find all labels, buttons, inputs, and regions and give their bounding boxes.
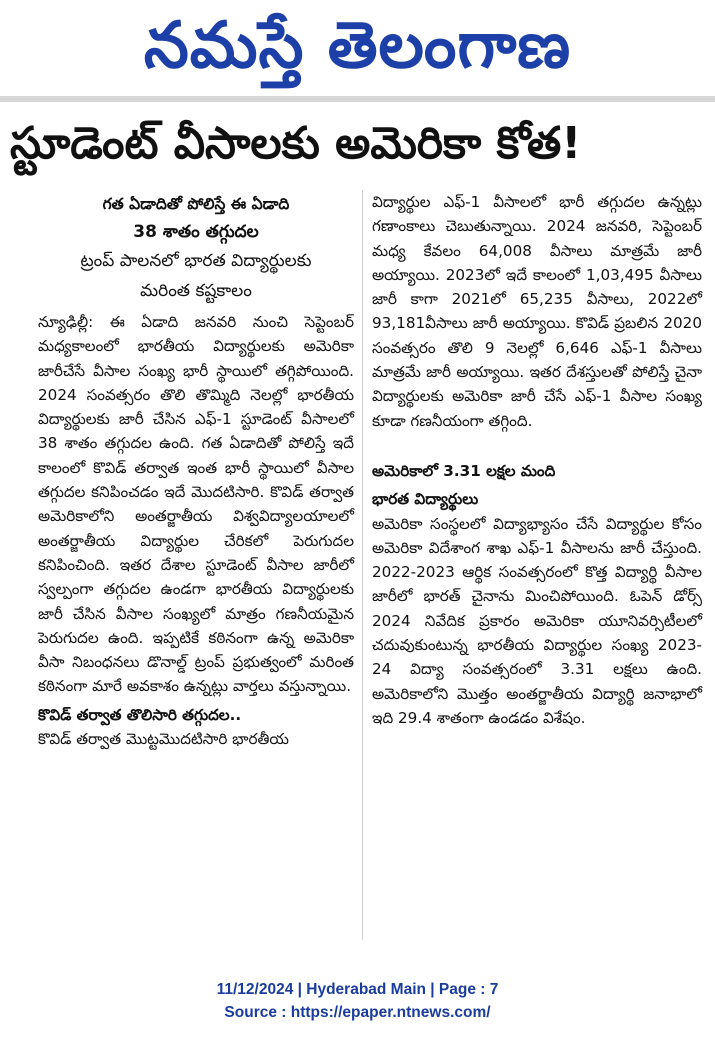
column-divider (362, 190, 363, 940)
article-paragraph: కొవిడ్ తర్వాత మొట్టమొదటిసారి భారతీయ (38, 730, 289, 749)
deck-line-2: 38 శాతం తగ్గుదల (133, 222, 259, 242)
article-paragraph: న్యూఢిల్లీ: ఈ ఏడాది జనవరి నుంచి సెప్టెంబర్ మధ్యకాలంలో భారతీయ విద్యార్థులకు అమెరికా జారీచేసే వీసాల సంఖ్య భారీ స్థాయిలో తగ్గిపోయింది. 2024 సంవత్సరం తొలి తొమ్మిది నెలల్లో భారతీయ విద్యార్థులకు జారీ చేసిన ఎఫ్-1 స్టూడెంట్ వీసాలలో 38 శాతం తగ్గుదల ఉంది. గత ఏడాదితో పోలిస్తే ఇదే కాలంలో కొవిడ్ తర్వాత ఇంత భారీ స్థాయిలో వీసాల తగ్గుదల కనిపించడం ఇదే మొదటిసారి. కొవిడ్ తర్వాత అమెరికాలోని అంతర్జాతీయ విశ్వవిద్యాలయాలలో అంతర్జాతీయ విద్యార్థుల చేరికలో పెరుగుదల కనిపించింది. ఇతర దేశాల స్టూడెంట్ వీసాల జారీలో స్వల్పంగా తగ్గుదల ఉండగా భారతీయ విద్యార్థులకు జారీ చేసిన వీసాల సంఖ్యలో మాత్రం గణనీయమైన పెరుగుదల ఉంది. ఇప్పటికే కఠినంగా ఉన్న అమెరికా వీసా నిబంధనలు డొనాల్డ్ ట్రంప్ ప్రభుత్వంలో మరింత కఠినంగా మారే అవకాశం ఉన్నట్లు వార్తలు వస్తున్నాయి. (38, 313, 354, 696)
left-column (38, 190, 354, 751)
deck (38, 190, 354, 306)
section-subhead: అమెరికాలో 3.31 లక్షల మంది (372, 461, 556, 480)
footer (0, 978, 715, 1024)
article-paragraph: అమెరికా సంస్థలలో విద్యాభ్యాసం చేసే విద్యార్థుల కోసం అమెరికా విదేశాంగ శాఖ ఎఫ్-1 వీసాలను జారీ చేస్తుంది. 2022-2023 ఆర్థిక సంవత్సరంలో కొత్త విద్యార్థి వీసాల జారీలో భారత్ చైనాను మించిపోయింది. ఓపెన్ డోర్స్ 2024 నివేదిక ప్రకారం అమెరికా యూనివర్సిటీలలో చదువుకుంటున్న భారతీయ విద్యార్థుల సంఖ్య 2023-24 విద్యా సంవత్సరంలో 3.31 లక్షలు ఉంది. అమెరికాలోని మొత్తం అంతర్జాతీయ విద్యార్థి జనాభాలో ఇది 29.4 శాతంగా ఉండడం విశేషం. (372, 514, 702, 727)
headline: స్టూడెంట్ వీసాలకు అమెరికా కోత! (10, 118, 582, 169)
section-subhead-line-2: భారత విద్యార్థులు (372, 490, 479, 509)
newspaper-logo: నమస్తే తెలంగాణ (143, 9, 572, 83)
masthead-divider (0, 96, 715, 102)
source-link[interactable]: Source : https://epaper.ntnews.com/ (224, 1004, 491, 1021)
section-subhead: కొవిడ్ తర్వాత తొలిసారి తగ్గుదల.. (38, 705, 242, 724)
deck-line-4: మరింత కష్టకాలం (140, 281, 252, 301)
article-paragraph: విద్యార్థుల ఎఫ్-1 వీసాలలో భారీ తగ్గుదల ఉన్నట్లు గణాంకాలు చెబుతున్నాయి. 2024 జనవరి, సెప్టెంబర్ మధ్య కేవలం 64,008 వీసాలు మాత్రమే జారీ అయ్యాయి. 2023లో ఇదే కాలంలో 1,03,495 వీసాలు జారీ కాగా 2021లో 65,235 వీసాలు, 2022లో 93,181వీసాలు జారీ అయ్యాయి. కొవిడ్ ప్రబలిన 2020 సంవత్సరం తొలి 9 నెలల్లో 6,646 ఎఫ్-1 వీసాలు మాత్రమే జారీ అయ్యాయి. ఇతర దేశస్తులతో పోలిస్తే చైనా విద్యార్థులకు అమెరికా జారీ చేసే ఎఫ్-1 వీసాల సంఖ్య కూడా గణనీయంగా తగ్గింది. (372, 193, 702, 430)
deck-line-3: ట్రంప్ పాలనలో భారత విద్యార్థులకు (80, 251, 312, 271)
right-column (372, 190, 702, 730)
deck-line-1: గత ఏడాదితో పోలిస్తే ఈ ఏడాది (102, 195, 290, 213)
edition-info: 11/12/2024 | Hyderabad Main | Page : 7 (216, 981, 499, 998)
masthead (0, 0, 715, 100)
